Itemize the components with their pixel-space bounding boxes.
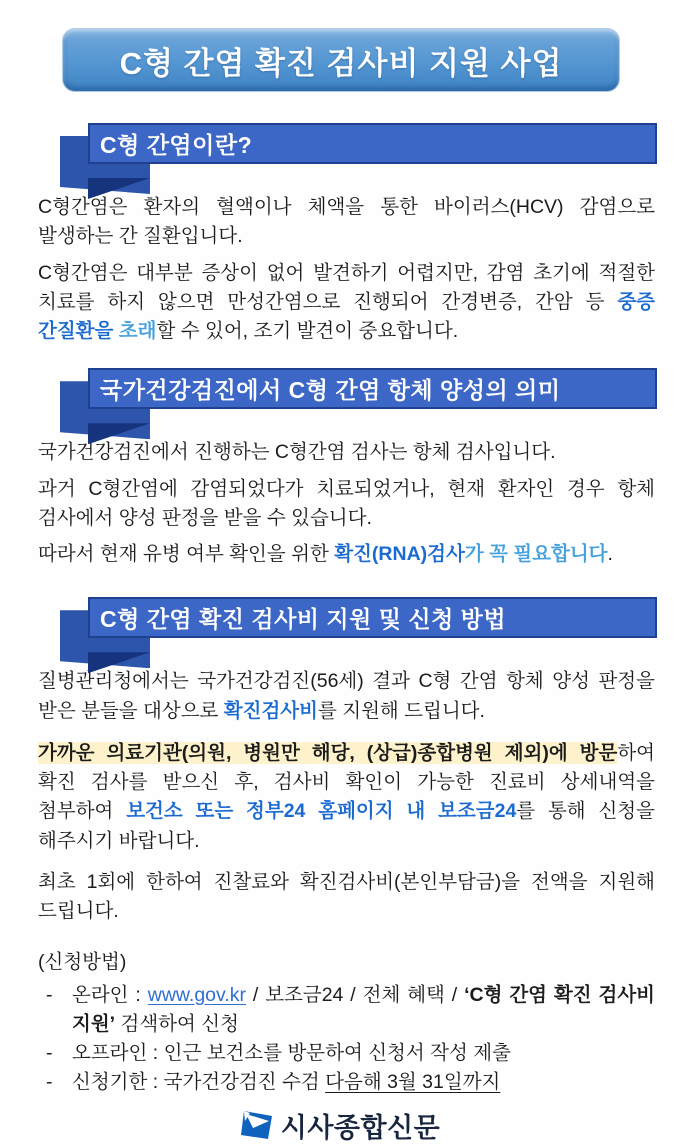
paragraph <box>38 475 655 534</box>
list-item-text <box>72 1068 655 1097</box>
apply-methods-label: (신청방법) <box>38 951 127 974</box>
text-run: 확진(RNA)검사 <box>334 543 465 565</box>
text-run: 초래 <box>118 320 157 342</box>
paragraph <box>38 438 655 467</box>
section-1-heading: C형 간염이란? <box>100 132 253 158</box>
text-run: C형간염은 대부분 증상이 없어 발견하기 어렵지만, 감염 초기에 적절한 치료를 하지 않으면 만성간염으로 진행되어 간경변증, 간암 등 <box>38 261 655 313</box>
section-2-heading: 국가건강검진에서 C형 간염 항체 양성의 의미 <box>100 377 561 404</box>
paragraph <box>38 540 655 569</box>
text-run: 가까운 의료기관(의원, 병원만 해당, (상급)종합병원 제외)에 방문 <box>38 741 618 764</box>
footer-brand <box>0 1106 680 1145</box>
text-run: 가 꼭 필요합니다 <box>464 543 608 565</box>
bullet-dash: - <box>46 1042 53 1064</box>
paragraph <box>38 739 655 856</box>
text-run: 다음해 3월 31일까지 <box>325 1071 501 1094</box>
section-2-body <box>38 438 655 569</box>
text-run: 신청기한 : 국가건강검진 수검 <box>72 1071 326 1094</box>
bullet-dash: - <box>46 983 53 1006</box>
page-title: C형 간염 확진 검사비 지원 사업 <box>119 45 563 81</box>
apply-methods <box>38 948 655 1097</box>
text-run: 질병관리청에서는 국가건강검진(56세) 결과 C형 간염 항체 양성 판정을 받은 분들을 대상으로 <box>38 670 655 722</box>
text-run: 검색하여 신청 <box>115 1012 239 1035</box>
section-1-heading-bar <box>88 123 657 164</box>
paragraph <box>38 667 655 726</box>
text-run: 할 수 있어, 조기 발견이 중요합니다. <box>156 320 459 342</box>
list-item-text <box>72 1039 655 1068</box>
bullet-dash: - <box>46 1071 53 1094</box>
text-run: / 보조금24 / 전체 혜택 / <box>245 983 465 1006</box>
section-3-header <box>60 597 657 661</box>
text-run: 최초 1회에 한하여 진찰료와 확진검사비(본인부담금)을 전액을 지원해 드립니다. <box>38 870 655 922</box>
section-2-header <box>60 368 657 432</box>
paragraph <box>38 868 655 927</box>
paragraph <box>38 259 655 347</box>
title-banner <box>62 28 620 92</box>
text-run: . <box>607 543 613 565</box>
section-2-heading-bar <box>88 368 657 409</box>
section-3-heading-bar <box>88 597 657 638</box>
text-run: 를 지원해 드립니다. <box>317 699 485 722</box>
text-run: 확진검사비 <box>223 699 318 722</box>
section-3-heading: C형 간염 확진 검사비 지원 및 신청 방법 <box>100 606 507 633</box>
text-run: 하여 확진 검사를 받으신 후, 검사비 확인이 가능한 진료비 상세내역을 첨부하여 <box>38 741 655 823</box>
gov-link[interactable]: www.gov.kr <box>147 983 246 1006</box>
text-run: 과거 C형간염에 감염되었다가 치료되었거나, 현재 환자인 경우 항체 검사에서 양성 판정을 받을 수 있습니다. <box>38 477 655 529</box>
text-run: 국가건강검진에서 진행하는 C형간염 검사는 항체 검사입니다. <box>38 441 556 464</box>
text-run: 온라인 : <box>72 983 148 1006</box>
newspaper-logo-icon <box>240 1109 274 1141</box>
text-run: C형간염은 환자의 혈액이나 체액을 통한 바이러스(HCV) 감염으로 발생하는 간 질환입니다. <box>38 196 655 248</box>
text-run: ‘C형 간염 확진 검사비 지원’ <box>72 983 655 1035</box>
list-item-offline <box>38 1039 655 1068</box>
section-1-header <box>60 123 657 187</box>
text-run: 를 통해 신청을 해주시기 바랍니다. <box>38 800 655 852</box>
list-item-deadline <box>38 1068 655 1097</box>
paragraph <box>38 193 655 252</box>
list-item-text <box>72 981 655 1040</box>
text-run: 오프라인 : 인근 보건소를 방문하여 신청서 작성 제출 <box>72 1042 511 1064</box>
brand-name: 시사종합신문 <box>280 1112 441 1143</box>
text-run: 보건소 또는 정부24 홈페이지 내 보조금24 <box>126 800 517 823</box>
section-3-body <box>38 667 655 926</box>
list-item-online <box>38 981 655 1040</box>
page-root <box>0 28 680 1143</box>
section-1-body <box>38 193 655 346</box>
text-run: 따라서 현재 유병 여부 확인을 위한 <box>38 543 335 565</box>
text-run: 중증 간질환을 <box>38 290 655 342</box>
